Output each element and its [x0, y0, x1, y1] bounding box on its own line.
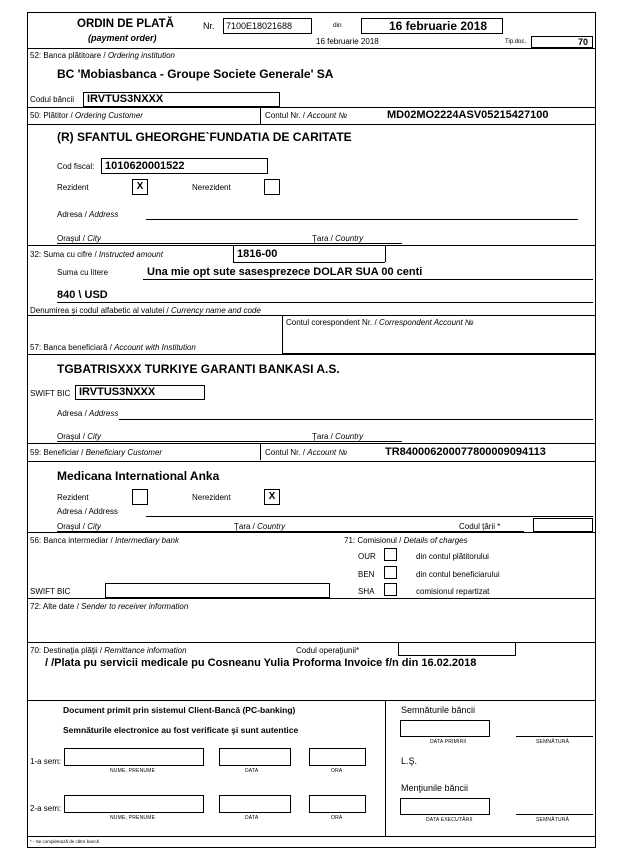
beneficiary-resident-label: Rezident — [57, 493, 89, 502]
beneficiary-swift-value: IRVTUS3NXXX — [75, 385, 205, 400]
bank-city-label: Oraşul / City — [57, 432, 102, 441]
bank-notes-label: Menţiunile băncii — [401, 783, 469, 793]
beneficiary-swift-label: SWIFT BIC — [30, 389, 71, 398]
currency-label: Denumirea şi codul alfabetic al valutei / Currency name and code — [30, 306, 261, 315]
payer-name: (R) SFANTUL GHEORGHE`FUNDATIA DE CARITATE — [57, 130, 352, 144]
charge-ben-text: din contul beneficiarului — [416, 570, 500, 579]
payer-nonresident-checkbox[interactable] — [264, 179, 280, 195]
footnote: * - Se completează de către bancă — [30, 839, 100, 844]
receipt-date-box[interactable] — [400, 720, 490, 737]
bank-signatures-label: Semnăturile băncii — [401, 705, 476, 715]
fiscal-code-label: Cod fiscal: — [57, 162, 95, 171]
intermediary-swift-label: SWIFT BIC — [30, 587, 71, 596]
sem1-name-caption: NUME, PRENUME — [110, 768, 156, 774]
beneficiary-country-label: Ţara / Country — [234, 522, 286, 531]
beneficiary-account-label: Contul Nr. / Account № — [265, 448, 348, 457]
exec-date-box[interactable] — [400, 798, 490, 815]
amount-value: 1816-00 — [237, 248, 278, 260]
payer-account-label: Contul Nr. / Account № — [265, 111, 348, 120]
payer-country-label: Ţara / Country — [312, 234, 364, 243]
sem2-date-caption: DATA — [245, 815, 259, 821]
intermediary-swift-box[interactable] — [105, 583, 330, 598]
charge-ben-code: BEN — [358, 570, 375, 579]
country-code-label: Codul ţării * — [459, 522, 501, 531]
sem1-label: 1-a sem: — [30, 757, 62, 766]
beneficiary-address-label: Adresa / Address — [57, 507, 118, 516]
payer-resident-label: Rezident — [57, 183, 89, 192]
sem2-name-caption: NUME, PRENUME — [110, 815, 156, 821]
order-date: 16 februarie 2018 — [361, 18, 503, 34]
ordering-bank-name: BC 'Mobiasbanca - Groupe Societe Generale' SA — [57, 67, 334, 81]
form-title-en: (payment order) — [88, 33, 157, 43]
sem1-name-box[interactable] — [64, 748, 204, 766]
sender-info-label: 72: Alte date / Sender to receiver information — [30, 602, 189, 611]
bank-country-label: Ţara / Country — [312, 432, 364, 441]
charge-our-checkbox[interactable] — [384, 548, 397, 561]
currency-value: 840 \ USD — [57, 289, 108, 301]
charge-our-text: din contul plătitorului — [416, 552, 489, 561]
payment-order-form — [27, 12, 596, 848]
amount-words-value: Una mie opt sute sasesprezece DOLAR SUA 00 centi — [147, 266, 423, 278]
charge-sha-code: SHA — [358, 587, 375, 596]
sem1-time-caption: ORA — [331, 768, 343, 774]
bank-code-label: Codul băncii — [30, 95, 75, 104]
order-number: 7100E18021688 — [223, 18, 312, 34]
beneficiary-city-label: Oraşul / City — [57, 522, 102, 531]
sem2-name-box[interactable] — [64, 795, 204, 813]
payer-account-value: MD02MO2224ASV05215427100 — [387, 109, 549, 121]
sem2-time-box[interactable] — [309, 795, 366, 813]
form-title: ORDIN DE PLATĂ — [77, 18, 174, 30]
payer-city-label: Oraşul / City — [57, 234, 102, 243]
charge-ben-checkbox[interactable] — [384, 566, 397, 579]
operation-code-label: Codul operaţiunii* — [296, 646, 360, 655]
payer-address-label: Adresa / Address — [57, 210, 119, 219]
order-date-small: 16 februarie 2018 — [316, 37, 379, 46]
sem1-date-box[interactable] — [219, 748, 291, 766]
doc-type-label: Tip.doc. — [505, 39, 527, 45]
charges-label: 71: Comisionul / Details of charges — [344, 536, 468, 545]
ordering-customer-label: 50: Plătitor / Ordering Customer — [30, 111, 143, 120]
sem2-date-box[interactable] — [219, 795, 291, 813]
remittance-text: / /Plata pu servicii medicale pu Cosneanu Yulia Proforma Invoice f/n din 16.02.2018 — [45, 657, 477, 669]
beneficiary-bank-label: 57: Banca beneficiară / Account with Institution — [30, 343, 196, 352]
country-code-box[interactable] — [533, 518, 593, 532]
beneficiary-label: 59: Beneficiar / Beneficiary Customer — [30, 448, 163, 457]
exec-date-caption: DATA EXECUTĂRII — [426, 817, 473, 823]
beneficiary-name: Medicana International Anka — [57, 469, 220, 483]
ls-label: L.Ş. — [401, 756, 418, 766]
signature-caption-2: SEMNĂTURĂ — [536, 817, 570, 823]
ordering-institution-label: 52: Banca plătitoare / Ordering institution — [30, 51, 175, 60]
amount-words-label: Suma cu litere — [57, 268, 109, 277]
bank-code-value: IRVTUS3NXXX — [83, 92, 280, 107]
sem1-time-box[interactable] — [309, 748, 366, 766]
din-label: din — [333, 22, 342, 29]
operation-code-box[interactable] — [398, 642, 516, 656]
fiscal-code-value: 1010620001522 — [101, 158, 268, 174]
sem1-date-caption: DATA — [245, 768, 259, 774]
correspondent-account-label: Contul corespondent Nr. / Correspondent Account № — [286, 318, 474, 327]
sem2-label: 2-a sem: — [30, 804, 62, 813]
pc-banking-note: Document primit prin sistemul Client-Bancă (PC-banking) — [63, 705, 296, 715]
receipt-date-caption: DATA PRIMIRII — [430, 739, 467, 745]
beneficiary-nonresident-checkbox[interactable]: X — [264, 489, 280, 505]
signatures-verified-note: Semnăturile electronice au fost verificate şi sunt autentice — [63, 725, 299, 735]
beneficiary-nonresident-label: Nerezident — [192, 493, 231, 502]
doc-type-value: 70 — [531, 36, 593, 48]
payer-nonresident-label: Nerezident — [192, 183, 231, 192]
beneficiary-bank-name: TGBATRISXXX TURKIYE GARANTI BANKASI A.S. — [57, 362, 340, 376]
signature-caption-1: SEMNĂTURĂ — [536, 739, 570, 745]
remittance-label: 70: Destinaţia plăţii / Remittance information — [30, 646, 187, 655]
order-number-label: Nr. — [203, 21, 215, 31]
bank-address-label: Adresa / Address — [57, 409, 119, 418]
amount-label: 32: Suma cu cifre / Instructed amount — [30, 250, 163, 259]
charge-sha-text: comisionul repartizat — [416, 587, 490, 596]
intermediary-bank-label: 56: Banca intermediar / Intermediary bank — [30, 536, 179, 545]
charge-our-code: OUR — [358, 552, 376, 561]
charge-sha-checkbox[interactable] — [384, 583, 397, 596]
sem2-time-caption: ORA — [331, 815, 343, 821]
beneficiary-resident-checkbox[interactable] — [132, 489, 148, 505]
payer-resident-checkbox[interactable]: X — [132, 179, 148, 195]
beneficiary-account-value: TR840006200077800009094113 — [385, 446, 546, 458]
